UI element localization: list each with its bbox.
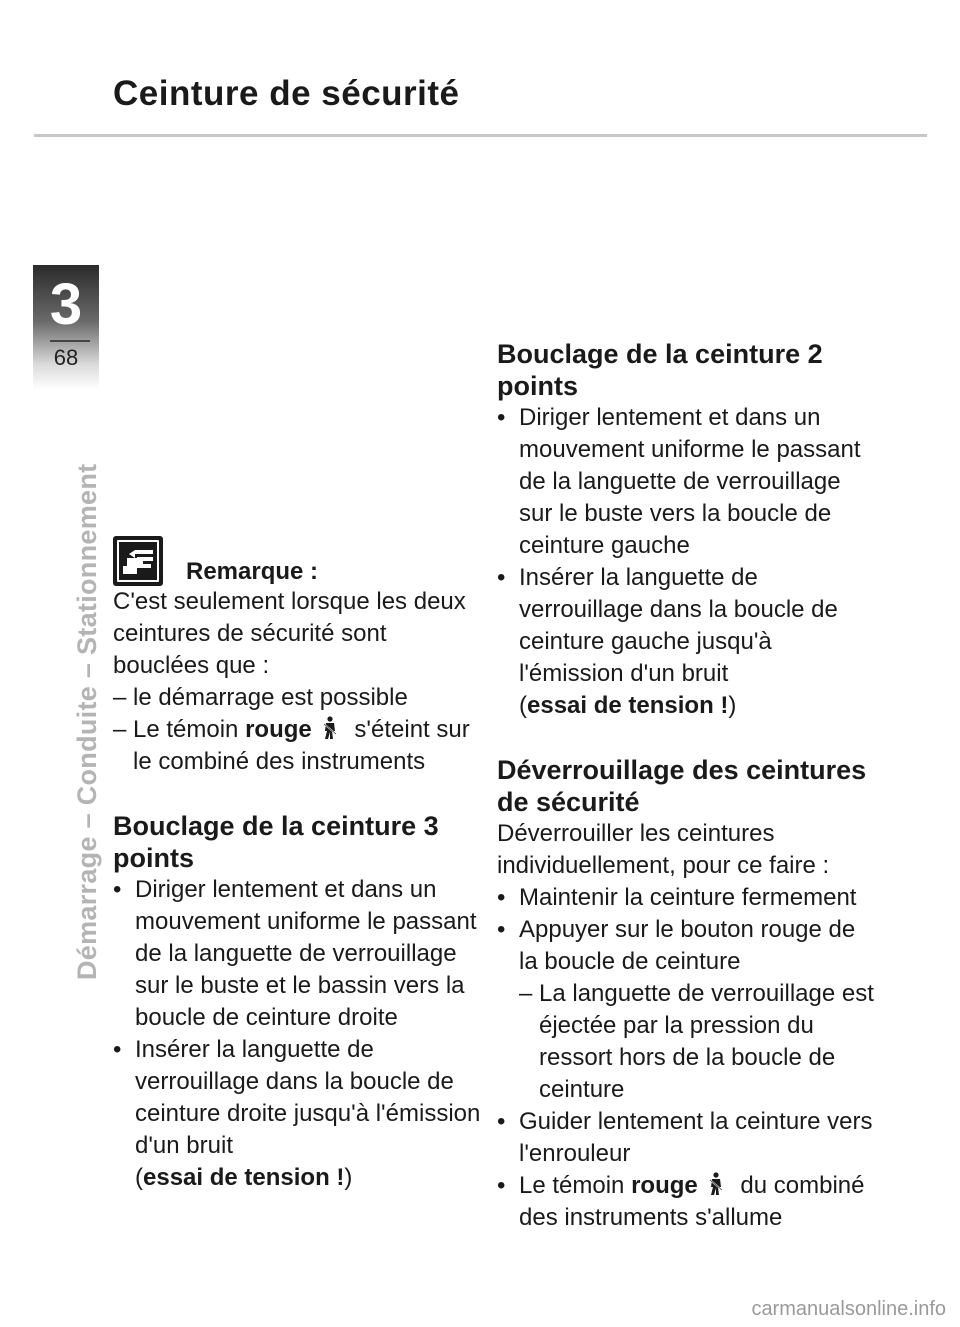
page-number: 68 bbox=[53, 345, 79, 370]
list-item: – le démarrage est possible bbox=[113, 682, 483, 714]
section-side-label: Démarrage – Conduite – Stationnement bbox=[72, 463, 102, 980]
seatbelt-warning-icon bbox=[320, 716, 340, 740]
section-title-unlock: Déverrouillage des ceintures de sécurité bbox=[497, 755, 867, 817]
note-label: Remarque : bbox=[186, 558, 319, 585]
list-item: • Insérer la languette de verrouillage dans la boucle de ceinture gauche jusqu'à l'émission d'un bruit (essai de tension !) bbox=[497, 562, 877, 722]
note-text: C'est seulement lorsque les deux ceintures de sécurité sont bouclées que : bbox=[113, 588, 466, 679]
note-header bbox=[113, 530, 483, 586]
steps-unlock bbox=[497, 882, 877, 1234]
list-item: • Diriger lentement et dans un mouvement uniforme le passant de la languette de verrouillage sur le buste vers la boucle de ceinture gauche bbox=[497, 402, 877, 562]
hand-pointing-note-icon bbox=[113, 536, 163, 586]
list-item: – Le témoin rouge s'éteint sur le combiné des instruments bbox=[113, 714, 483, 778]
watermark: carmanualsonline.info bbox=[751, 1298, 946, 1320]
chapter-number: 3 bbox=[49, 272, 83, 337]
list-item: • Insérer la languette de verrouillage dans la boucle de ceinture droite jusqu'à l'émission d'un bruit (essai de tension !) bbox=[113, 1034, 483, 1194]
steps-2-points bbox=[497, 402, 877, 722]
left-column bbox=[113, 530, 483, 1194]
title-divider bbox=[34, 134, 927, 137]
steps-3-points bbox=[113, 874, 483, 1194]
list-item: • Guider lentement la ceinture vers l'enrouleur bbox=[497, 1106, 877, 1170]
unlock-intro: Déverrouiller les ceintures individuellement, pour ce faire : bbox=[497, 820, 830, 879]
section-title-2-points: Bouclage de la ceinture 2 points bbox=[497, 339, 823, 401]
section-title-3-points: Bouclage de la ceinture 3 points bbox=[113, 811, 439, 873]
list-item: • Le témoin rouge du combiné des instruments s'allume bbox=[497, 1170, 877, 1234]
seatbelt-warning-icon bbox=[706, 1172, 726, 1196]
sub-list bbox=[519, 978, 877, 1106]
list-item: • Diriger lentement et dans un mouvement uniforme le passant de la languette de verrouillage sur le buste et le bassin vers la boucle de ceinture droite bbox=[113, 874, 483, 1034]
note-list bbox=[113, 682, 483, 778]
right-column bbox=[497, 338, 877, 1234]
page-title: Ceinture de sécurité bbox=[113, 74, 460, 113]
chapter-divider bbox=[50, 340, 90, 342]
list-item: • Appuyer sur le bouton rouge de la boucle de ceinture – La languette de verrouillage est éjectée par la pression du ressort hors de la boucle de ceinture bbox=[497, 914, 877, 1106]
list-item: – La languette de verrouillage est éjectée par la pression du ressort hors de la boucle de ceinture bbox=[519, 978, 877, 1106]
list-item: • Maintenir la ceinture fermement bbox=[497, 882, 877, 914]
